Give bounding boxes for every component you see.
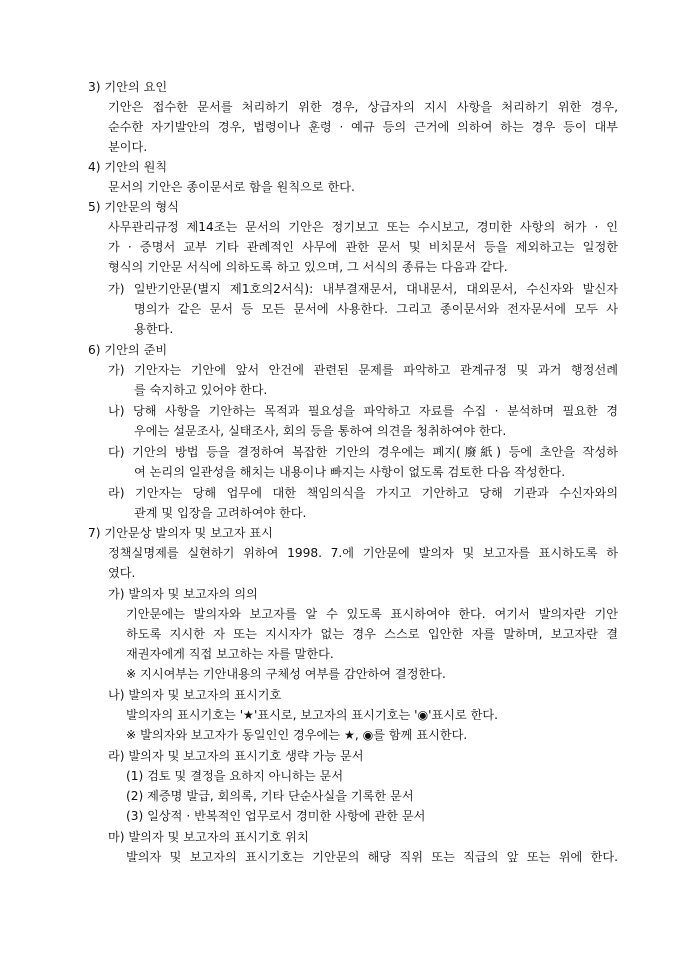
list-item-continuation: 를 숙지하고 있어야 한다. [134, 383, 268, 397]
note-line: ※ 지시여부는 기안내용의 구체성 여부를 감안하여 결정한다. [126, 667, 446, 681]
body-line: 재권자에게 직접 보고하는 자를 말한다. [126, 647, 334, 661]
body-line: 사무관리규정 제14조는 문서의 기안은 정기보고 또는 수시보고, 경미한 사항의 허가 · 인 [108, 220, 618, 234]
section-heading: 6) 기안의 준비 [88, 343, 168, 357]
body-line: 기안은 접수한 문서를 처리하기 위한 경우, 상급자의 지시 사항을 처리하기 위한 경우, [108, 100, 618, 114]
body-line: 형식의 기안문 서식에 의하도록 하고 있으며, 그 서식의 종류는 다음과 같다. [108, 260, 508, 274]
list-item: 나) 당해 사항을 기안하는 목적과 필요성을 파악하고 자료를 수집 · 분석하며 필요한 경 [108, 404, 618, 418]
subsection-title: 나) 발의자 및 보고자의 표시기호 [108, 688, 282, 702]
list-item-continuation: 관계 및 입장을 고려하여야 한다. [134, 506, 307, 520]
note-line: ※ 발의자와 보고자가 동일인인 경우에는 ★, ◉를 함께 표시한다. [126, 728, 468, 742]
list-item: 라) 기안자는 당해 업무에 대한 책임의식을 가지고 기안하고 당해 기관과 수신자와의 [108, 486, 618, 500]
body-line: 발의자 및 보고자의 표시기호는 기안문의 해당 직위 또는 직급의 앞 또는 위에 한다. [126, 850, 618, 864]
section-heading: 4) 기안의 원칙 [88, 160, 168, 174]
list-item-continuation: 명의가 같은 문서 등 모든 문서에 사용한다. 그리고 종이문서와 전자문서에 모두 사 [134, 302, 618, 316]
sub-list-item: (1) 검토 및 결정을 요하지 아니하는 문서 [126, 769, 344, 783]
list-item-continuation: 우에는 설문조사, 실태조사, 회의 등을 통하여 의견을 청취하여야 한다. [134, 424, 507, 438]
section-heading: 5) 기안문의 형식 [88, 200, 179, 214]
sub-list-item: (2) 제증명 발급, 회의록, 기타 단순사실을 기록한 문서 [126, 789, 414, 803]
body-line: 였다. [108, 566, 136, 580]
body-line: 하도록 지시한 자 또는 지시자가 없는 경우 스스로 입안한 자를 말하며, 보고자란 결 [126, 627, 618, 641]
body-line: 문서의 기안은 종이문서로 함을 원칙으로 한다. [108, 180, 355, 194]
sub-list-item: (3) 일상적 · 반복적인 업무로서 경미한 사항에 관한 문서 [126, 809, 426, 823]
body-line: 가 · 증명서 교부 기타 관례적인 사무에 관한 문서 및 비치문서 등을 제외하고는 일정한 [108, 240, 618, 254]
body-line: 정책실명제를 실현하기 위하여 1998. 7.에 기안문에 발의자 및 보고자를 표시하도록 하 [108, 546, 618, 560]
list-item-continuation: 용한다. [134, 322, 174, 336]
list-item-continuation: 여 논리의 일관성을 해치는 내용이나 빠지는 사항이 없도록 검토한 다음 작성한다. [134, 465, 566, 479]
list-item: 가) 기안자는 기안에 앞서 안건에 관련된 문제를 파악하고 관계규정 및 과거 행정선례 [108, 363, 618, 377]
body-line: 기안문에는 발의자와 보고자를 알 수 있도록 표시하여야 한다. 여기서 발의자란 기안 [126, 607, 618, 621]
list-item: 다) 기안의 방법 등을 결정하여 복잡한 기안의 경우에는 폐지(廢紙) 등에 초안을 작성하 [108, 445, 618, 459]
list-item: 가) 일반기안문(별지 제1호의2서식): 내부결재문서, 대내문서, 대외문서, 수신자와 발신자 [108, 282, 618, 296]
body-line: 발의자의 표시기호는 '★'표시로, 보고자의 표시기호는 '◉'표시로 한다. [126, 708, 499, 722]
body-line: 순수한 자기발안의 경우, 법령이나 훈령 · 예규 등의 근거에 의하여 하는 경우 등이 대부 [108, 120, 618, 134]
section-heading: 3) 기안의 요인 [88, 80, 168, 94]
body-line: 분이다. [108, 140, 148, 154]
subsection-title: 마) 발의자 및 보고자의 표시기호 위치 [108, 830, 309, 844]
section-heading: 7) 기안문상 발의자 및 보고자 표시 [88, 526, 273, 540]
subsection-title: 라) 발의자 및 보고자의 표시기호 생략 가능 문서 [108, 749, 364, 763]
subsection-title: 가) 발의자 및 보고자의 의의 [108, 587, 258, 601]
